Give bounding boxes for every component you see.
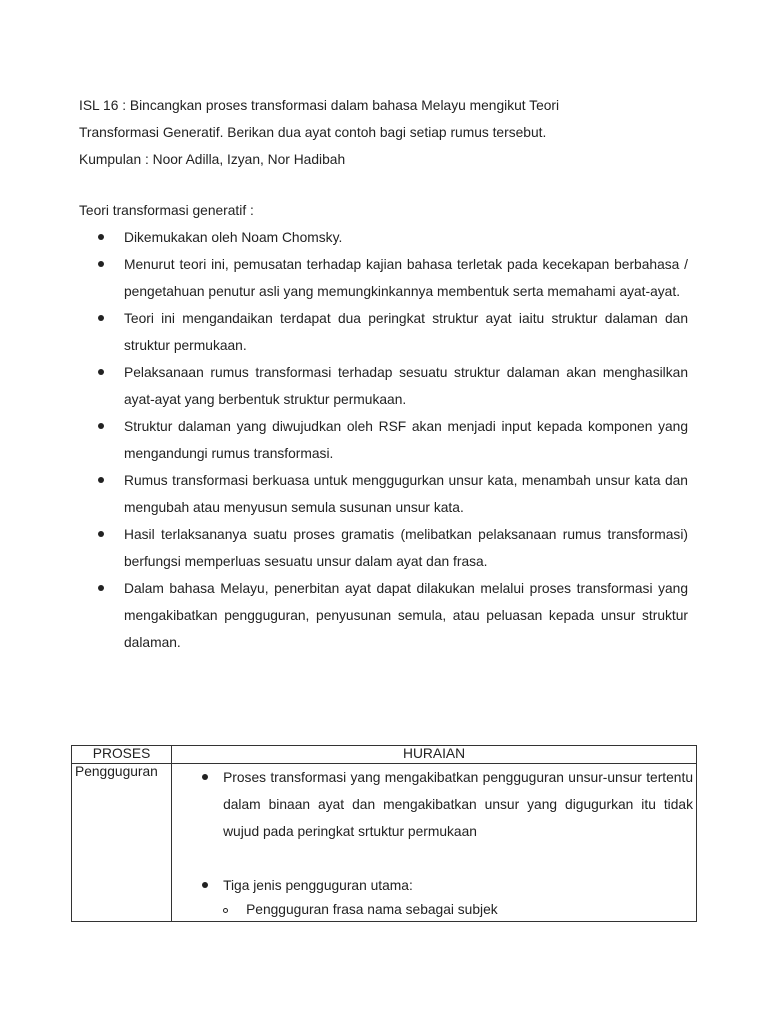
column-header-huraian: HURAIAN: [172, 746, 697, 764]
theory-bullet: Struktur dalaman yang diwujudkan oleh RSF akan menjadi input kepada komponen yang mengandungi rumus transformasi.: [79, 413, 688, 467]
theory-bullet: Hasil terlaksananya suatu proses gramatis (melibatkan pelaksanaan rumus transformasi) berfungsi memperluas sesuatu unsur dalam ayat dan frasa.: [79, 521, 688, 575]
column-header-proses: PROSES: [72, 746, 172, 764]
huraian-bullet: Proses transformasi yang mengakibatkan pengguguran unsur-unsur tertentu dalam binaan ayat dan mengakibatkan unsur yang digugurkan itu tidak wujud pada peringkat srtuktur permukaan: [175, 764, 693, 845]
assignment-question-line-2: Transformasi Generatif. Berikan dua ayat contoh bagi setiap rumus tersebut.: [79, 125, 547, 140]
huraian-sub-list: [175, 899, 693, 921]
assignment-header: [79, 92, 688, 173]
theory-bullet: Rumus transformasi berkuasa untuk menggugurkan unsur kata, menambah unsur kata dan mengubah atau menyusun semula susunan unsur kata.: [79, 467, 688, 521]
bullet-icon: [98, 531, 104, 537]
bullet-icon: [98, 585, 104, 591]
table-header-row: [72, 746, 697, 764]
theory-bullet: Dikemukakan oleh Noam Chomsky.: [79, 224, 688, 251]
bullet-icon: [98, 423, 104, 429]
theory-title: Teori transformasi generatif :: [79, 203, 254, 218]
proses-cell: Pengguguran: [72, 764, 172, 922]
assignment-question-line-1: ISL 16 : Bincangkan proses transformasi dalam bahasa Melayu mengikut Teori: [79, 98, 560, 113]
theory-bullet: Teori ini mengandaikan terdapat dua peringkat struktur ayat iaitu struktur dalaman dan struktur permukaan.: [79, 305, 688, 359]
bullet-icon: [98, 315, 104, 321]
bullet-icon: [98, 234, 104, 240]
huraian-cell: [172, 764, 697, 922]
theory-bullet: Pelaksanaan rumus transformasi terhadap sesuatu struktur dalaman akan menghasilkan ayat-ayat yang berbentuk struktur permukaan.: [79, 359, 688, 413]
bullet-icon: [202, 882, 208, 888]
theory-bullet-list: [79, 224, 688, 656]
huraian-bullet: Tiga jenis pengguguran utama:: [175, 872, 693, 899]
table-row: [72, 764, 697, 922]
bullet-icon: [202, 774, 208, 780]
huraian-sub-bullet: Pengguguran frasa nama sebagai subjek: [203, 899, 693, 921]
bullet-icon: [98, 477, 104, 483]
bullet-icon: [98, 261, 104, 267]
theory-bullet: Dalam bahasa Melayu, penerbitan ayat dapat dilakukan melalui proses transformasi yang mengakibatkan pengguguran, penyusunan semula, atau peluasan kepada unsur struktur dalaman.: [79, 575, 688, 656]
proses-table: [71, 745, 697, 922]
bullet-icon: [98, 369, 104, 375]
theory-bullet: Menurut teori ini, pemusatan terhadap kajian bahasa terletak pada kecekapan berbahasa / pengetahuan penutur asli yang memungkinkannya membentuk serta memahami ayat-ayat.: [79, 251, 688, 305]
hollow-bullet-icon: [223, 908, 228, 913]
huraian-bullet-list: [175, 764, 693, 899]
group-members: Kumpulan : Noor Adilla, Izyan, Nor Hadibah: [79, 152, 346, 167]
